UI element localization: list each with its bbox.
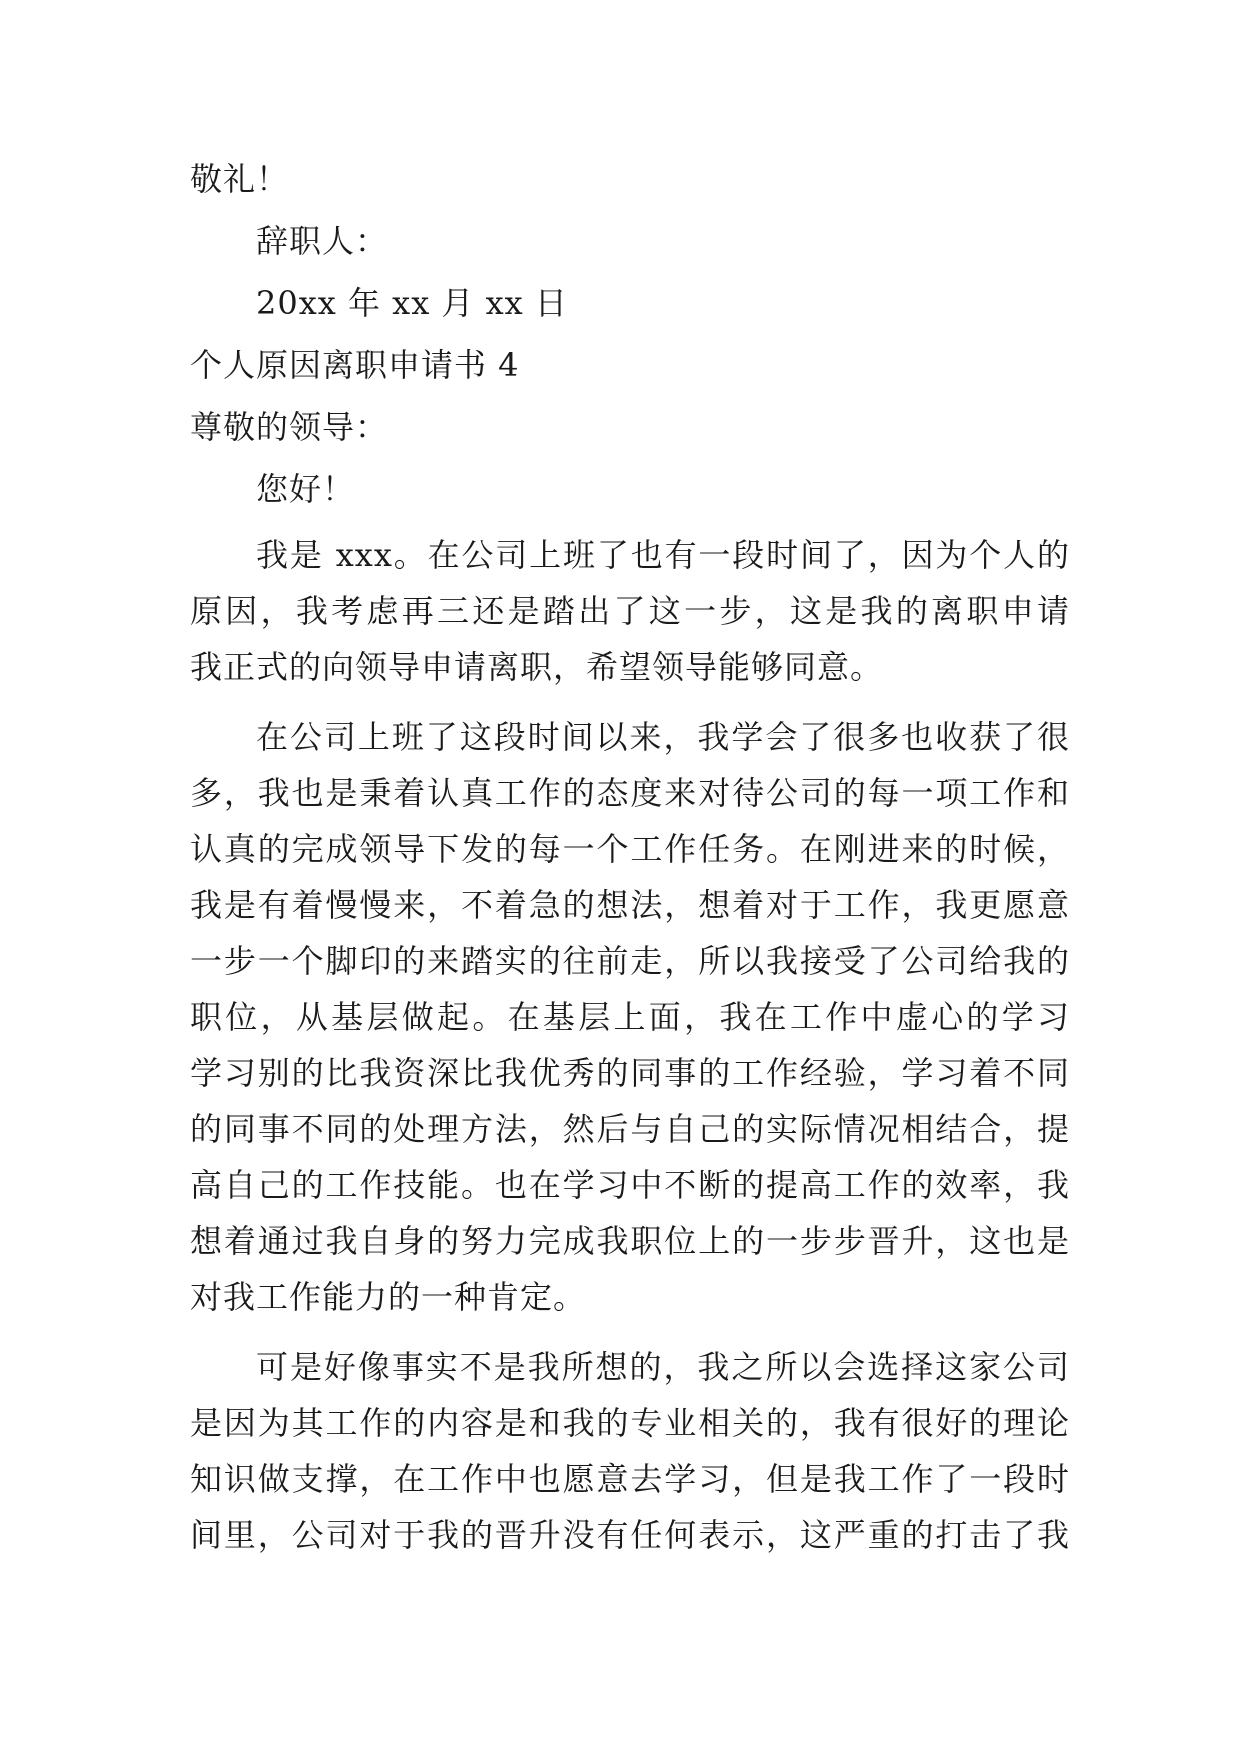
paragraph-line: 职位，从基层做起。在基层上面，我在工作中虚心的学习 — [190, 998, 1070, 1036]
letter-title: 个人原因离职申请书 4 — [190, 346, 520, 384]
paragraph-line: 我是 xxx。在公司上班了也有一段时间了，因为个人的 — [256, 536, 1070, 574]
paragraph-line: 对我工作能力的一种肯定。 — [190, 1278, 587, 1316]
paragraph-line: 学习别的比我资深比我优秀的同事的工作经验，学习着不同 — [190, 1054, 1070, 1092]
document-body — [190, 155, 1070, 1563]
paragraph-line: 的同事不同的处理方法，然后与自己的实际情况相结合，提 — [190, 1110, 1070, 1148]
paragraph-line: 一步一个脚印的来踏实的往前走，所以我接受了公司给我的 — [190, 942, 1070, 980]
paragraph-line: 想着通过我自身的努力完成我职位上的一步步晋升，这也是 — [190, 1222, 1070, 1260]
paragraph-line: 多，我也是秉着认真工作的态度来对待公司的每一项工作和 — [190, 774, 1070, 812]
paragraph-line: 间里，公司对于我的晋升没有任何表示，这严重的打击了我 — [190, 1516, 1070, 1554]
paragraph-line: 是因为其工作的内容是和我的专业相关的，我有很好的理论 — [190, 1404, 1070, 1442]
paragraph-3 — [190, 1339, 1070, 1563]
signature-date: 20xx 年 xx 月 xx 日 — [256, 284, 568, 322]
greeting: 您好！ — [256, 470, 356, 508]
paragraph-line: 我是有着慢慢来，不着急的想法，想着对于工作，我更愿意 — [190, 886, 1070, 924]
paragraph-line: 我正式的向领导申请离职，希望领导能够同意。 — [190, 648, 884, 686]
paragraph-line: 知识做支撑，在工作中也愿意去学习，但是我工作了一段时 — [190, 1460, 1070, 1498]
paragraph-line: 认真的完成领导下发的每一个工作任务。在刚进来的时候， — [190, 830, 1070, 868]
paragraph-1 — [190, 527, 1070, 695]
paragraph-2 — [190, 709, 1070, 1325]
paragraph-line: 高自己的工作技能。也在学习中不断的提高工作的效率，我 — [190, 1166, 1070, 1204]
signature-label: 辞职人： — [256, 222, 389, 260]
salutation: 尊敬的领导： — [190, 408, 389, 446]
paragraph-line: 在公司上班了这段时间以来，我学会了很多也收获了很 — [256, 718, 1070, 756]
paragraph-line: 可是好像事实不是我所想的，我之所以会选择这家公司 — [256, 1348, 1070, 1386]
closing-line: 敬礼！ — [190, 160, 290, 198]
paragraph-line: 原因，我考虑再三还是踏出了这一步，这是我的离职申请 — [190, 592, 1070, 630]
